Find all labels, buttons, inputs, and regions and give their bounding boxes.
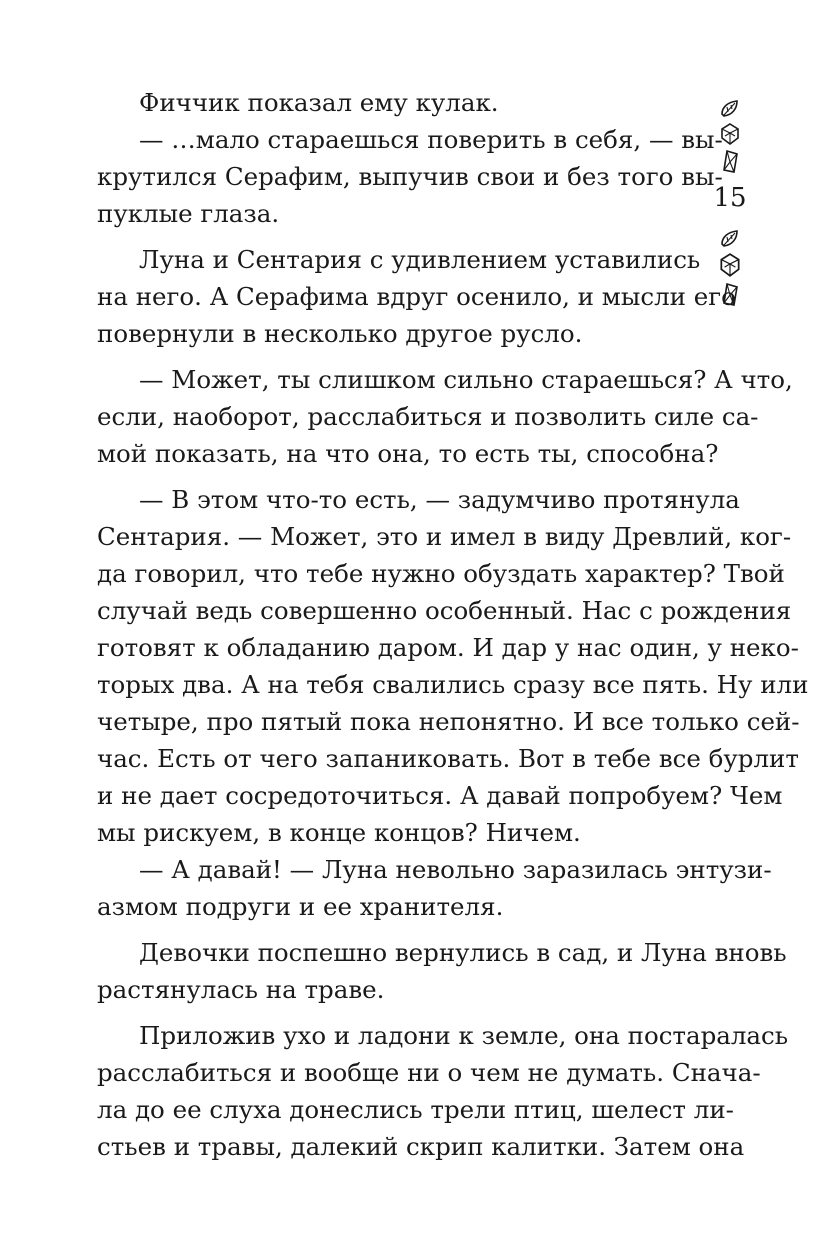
text-line: Приложив ухо и ладони к земле, она постаралась bbox=[139, 1021, 789, 1050]
text-line: четыре, про пятый пока непонятно. И все только сей- bbox=[97, 707, 800, 736]
body-text bbox=[97, 84, 809, 1165]
text-line: пуклые глаза. bbox=[97, 199, 280, 228]
paragraph bbox=[97, 1017, 789, 1165]
text-line: торых два. А на тебя свалились сразу все пять. Ну или bbox=[97, 670, 809, 699]
paragraph bbox=[97, 121, 723, 232]
text-line: мой показать, на что она, то есть ты, способна? bbox=[97, 439, 719, 468]
paragraph bbox=[97, 84, 730, 121]
paragraph bbox=[97, 481, 809, 851]
text-line: повернули в несколько другое русло. bbox=[97, 319, 583, 348]
text-line: — А давай! — Луна невольно заразилась энтузи- bbox=[139, 855, 772, 884]
text-line: — В этом что-то есть, — задумчиво протянула bbox=[139, 485, 740, 514]
paragraph bbox=[97, 934, 787, 1008]
text-line: расслабиться и вообще ни о чем не думать. Снача- bbox=[97, 1058, 761, 1087]
paragraph bbox=[97, 851, 772, 925]
text-line: на него. А Серафима вдруг осенило, и мысли его bbox=[97, 282, 736, 311]
text-line: если, наоборот, расслабиться и позволить силе са- bbox=[97, 402, 759, 431]
text-line: азмом подруги и ее хранителя. bbox=[97, 892, 504, 921]
text-line: — …мало стараешься поверить в себя, — вы- bbox=[139, 125, 723, 154]
text-line: готовят к обладанию даром. И дар у нас один, у неко- bbox=[97, 633, 799, 662]
text-line: Фиччик показал ему кулак. bbox=[139, 88, 499, 117]
text-line: час. Есть от чего запаниковать. Вот в тебе все бурлит bbox=[97, 744, 799, 773]
text-line: Девочки поспешно вернулись в сад, и Луна вновь bbox=[139, 938, 787, 967]
text-line: ла до ее слуха донеслись трели птиц, шелест ли- bbox=[97, 1095, 734, 1124]
text-line: крутился Серафим, выпучив свои и без того вы- bbox=[97, 162, 723, 191]
text-line: мы рискуем, в конце концов? Ничем. bbox=[97, 818, 581, 847]
page-number: 15 bbox=[713, 183, 747, 213]
text-line: Луна и Сентария с удивлением уставились bbox=[139, 245, 701, 274]
text-line: стьев и травы, далекий скрип калитки. Затем она bbox=[97, 1132, 745, 1161]
text-line: растянулась на траве. bbox=[97, 975, 385, 1004]
text-line: — Может, ты слишком сильно стараешься? А что, bbox=[139, 365, 793, 394]
paragraph bbox=[97, 361, 793, 472]
text-line: Сентария. — Может, это и имел в виду Древлий, ког- bbox=[97, 522, 792, 551]
paragraph bbox=[97, 241, 736, 352]
text-line: случай ведь совершенно особенный. Нас с рождения bbox=[97, 596, 792, 625]
text-line: да говорил, что тебе нужно обуздать характер? Твой bbox=[97, 559, 785, 588]
text-line: и не дает сосредоточиться. А давай попробуем? Чем bbox=[97, 781, 783, 810]
